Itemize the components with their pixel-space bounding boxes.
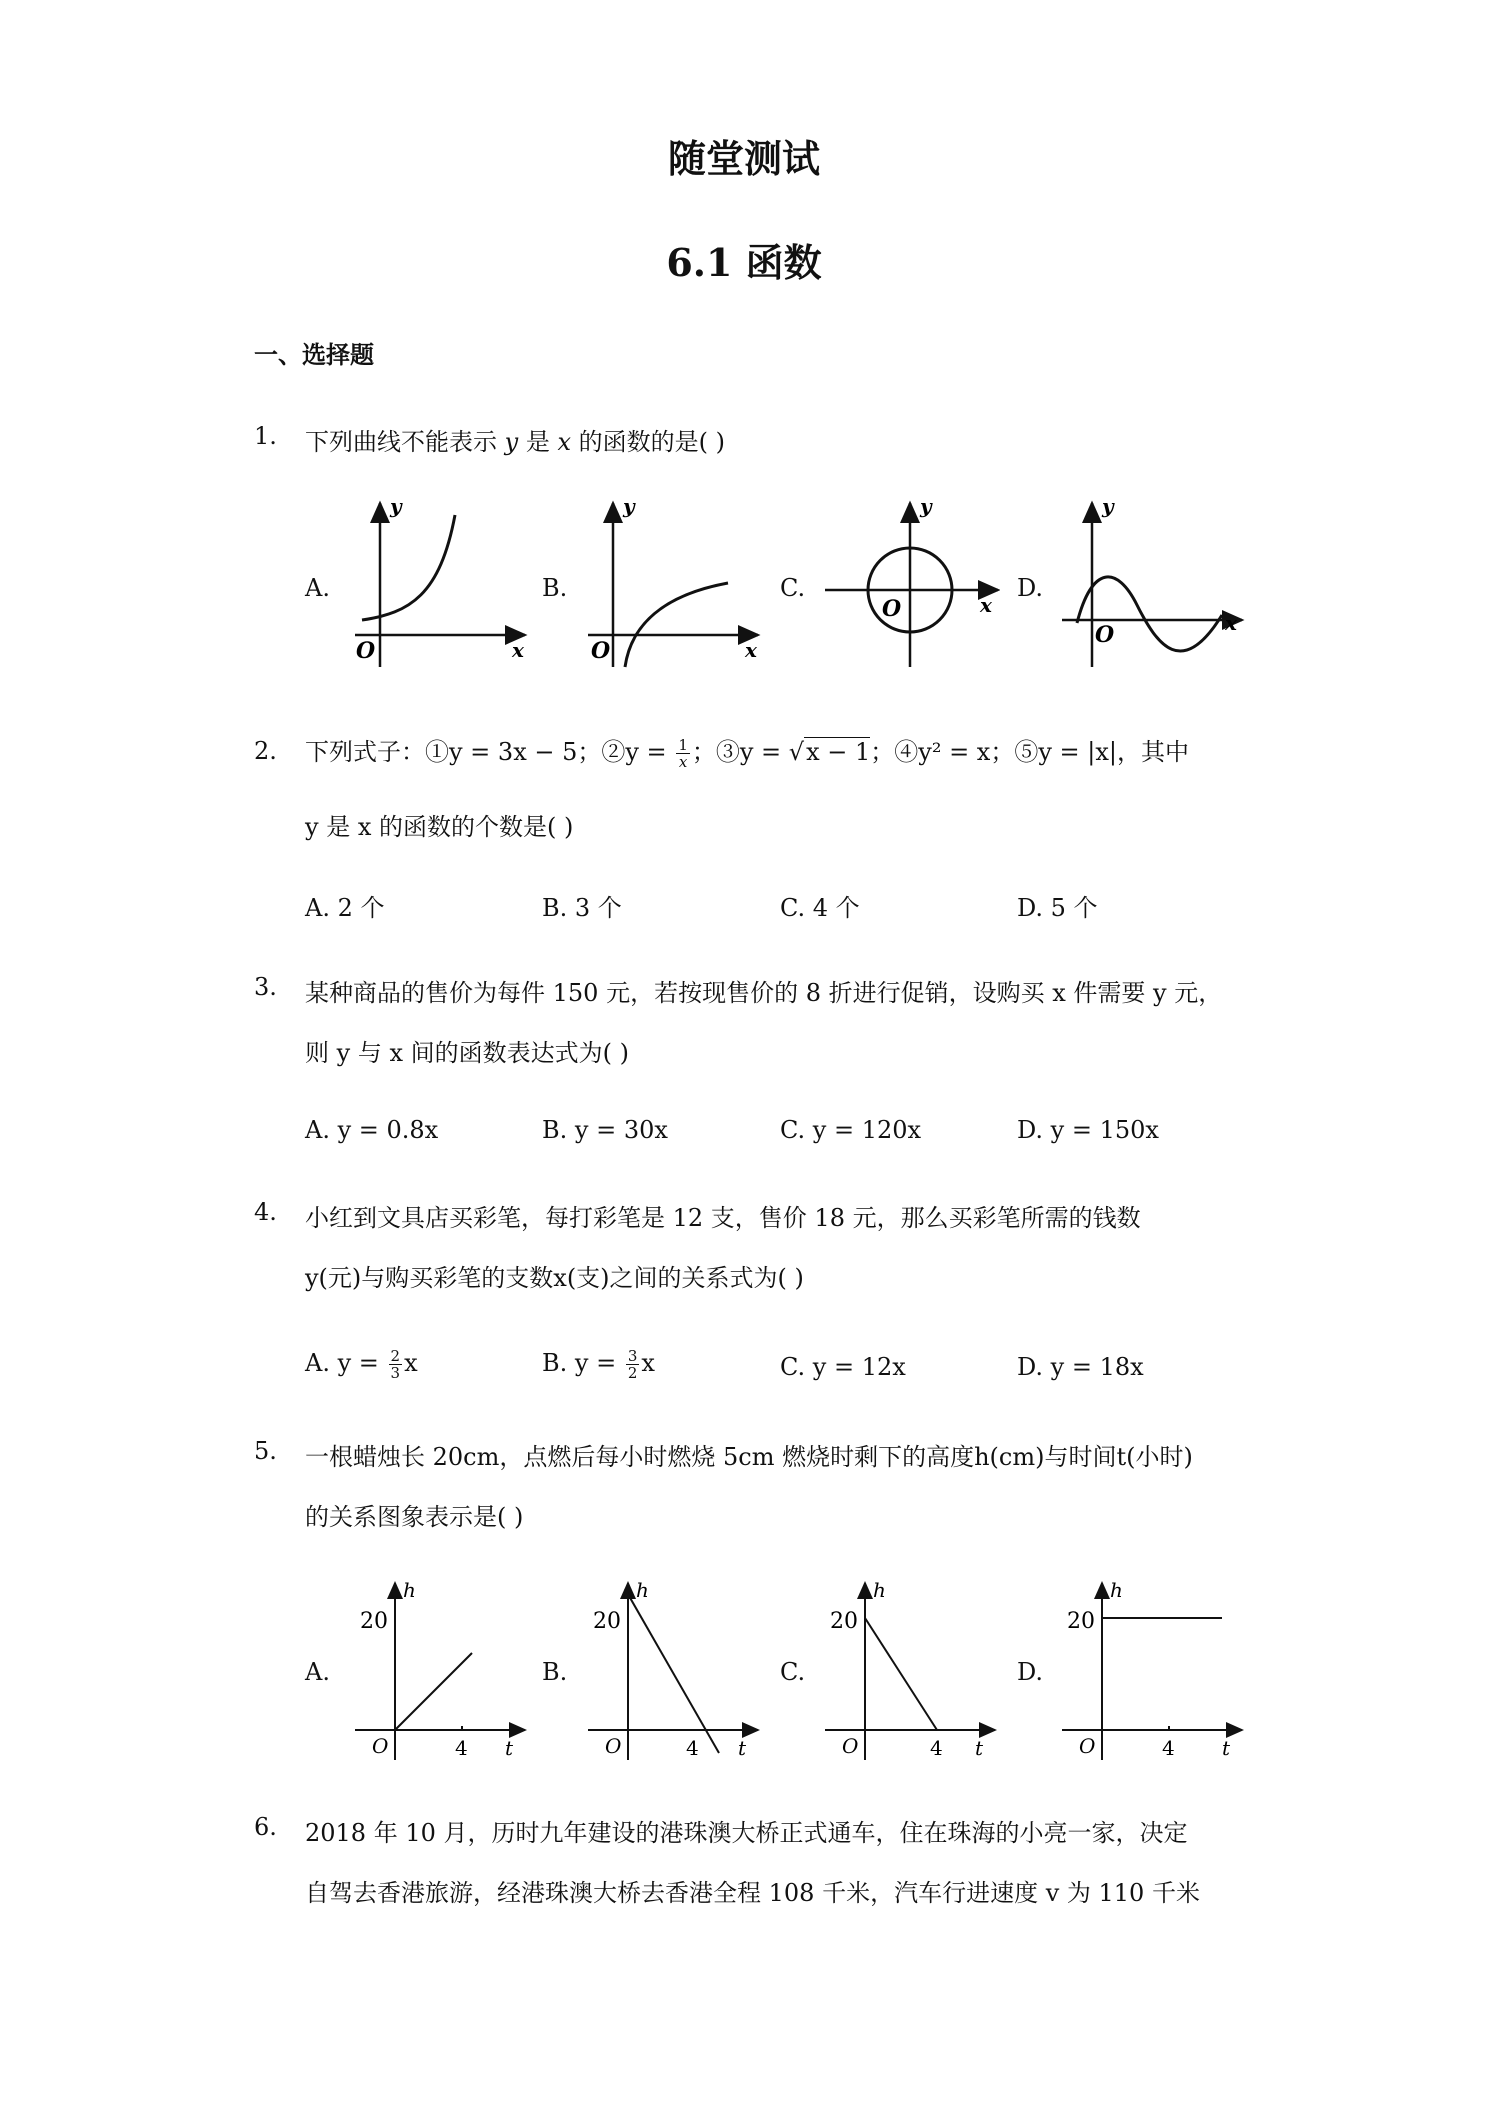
x-axis-label: x — [512, 638, 524, 662]
tick-label-20: 20 — [1067, 1609, 1095, 1634]
q2-line2: y 是 x 的函数的个数是( ) — [305, 813, 574, 841]
q1-option-c-label[interactable]: C. — [780, 574, 806, 602]
q5-option-a-label[interactable]: A. — [305, 1658, 330, 1686]
line-graph — [865, 1618, 937, 1730]
q2-option-a[interactable]: A. 2 个 — [305, 894, 385, 922]
q3-number: 3. — [254, 973, 277, 1001]
h-axis-label: h — [636, 1578, 649, 1602]
origin-label: O — [1079, 1734, 1096, 1758]
y-axis-label: y — [1102, 495, 1114, 518]
page-title: 随堂测试 — [667, 136, 820, 181]
q5-graph-b — [583, 1575, 763, 1765]
x-axis-label: x — [980, 593, 992, 617]
q2-number: 2. — [254, 737, 277, 765]
q2-fraction: $\frac{1}{x}$ — [678, 736, 688, 771]
tick-label-20: 20 — [593, 1609, 621, 1634]
q6-number: 6. — [254, 1813, 277, 1841]
y-axis-label: y — [390, 495, 402, 518]
q2-option-d[interactable]: D. 5 个 — [1017, 894, 1098, 922]
q1-graph-a — [350, 495, 530, 675]
q2-line1: 下列式子：①y = 3x − 5；②y = $\frac{1}{x}$ ；③y = √x − 1；④y² = x；⑤y = |x|，其中 — [305, 736, 1189, 771]
origin-label: O — [372, 1734, 389, 1758]
t-axis-label: t — [505, 1736, 514, 1760]
q4-option-c[interactable]: C. y = 12x — [780, 1353, 906, 1381]
q5-line2: 的关系图象表示是( ) — [305, 1503, 524, 1531]
q6-line2: 自驾去香港旅游，经港珠澳大桥去香港全程 108 千米，汽车行进速度 v 为 110 千米 — [305, 1879, 1200, 1907]
page-subtitle: 6.1 函数 — [666, 240, 822, 285]
q5-option-d-label[interactable]: D. — [1017, 1658, 1044, 1686]
t-axis-label: t — [1222, 1736, 1231, 1760]
x-axis-label: x — [745, 638, 757, 662]
t-axis-label: t — [738, 1736, 747, 1760]
q3-line1: 某种商品的售价为每件 150 元，若按现售价的 8 折进行促销，设购买 x 件需要 y 元， — [305, 979, 1223, 1007]
y-axis-label: y — [920, 495, 932, 518]
h-axis-label: h — [1110, 1578, 1123, 1602]
h-axis-label: h — [403, 1578, 416, 1602]
q5-graph-a — [350, 1575, 530, 1765]
q1-graph-b — [583, 495, 763, 675]
q1-text: 下列曲线不能表示 y 是 x 的函数的是( ) — [305, 428, 725, 456]
q1-graph-c — [820, 495, 1000, 675]
q5-graph-c — [820, 1575, 1000, 1765]
curve — [625, 583, 728, 667]
section-heading: 一、选择题 — [254, 341, 374, 369]
q3-option-d[interactable]: D. y = 150x — [1017, 1116, 1159, 1144]
curve — [362, 515, 455, 620]
h-axis-label: h — [873, 1578, 886, 1602]
q3-option-c[interactable]: C. y = 120x — [780, 1116, 922, 1144]
origin-label: O — [591, 638, 611, 664]
q4-line2: y(元)与购买彩笔的支数x(支)之间的关系式为( ) — [305, 1264, 804, 1292]
tick-label-4: 4 — [930, 1736, 943, 1760]
q5-graph-d — [1057, 1575, 1247, 1765]
tick-label-4: 4 — [455, 1736, 468, 1760]
origin-label: O — [842, 1734, 859, 1758]
origin-label: O — [605, 1734, 622, 1758]
q1-option-b-label[interactable]: B. — [542, 574, 568, 602]
q3-option-b[interactable]: B. y = 30x — [542, 1116, 668, 1144]
q5-line1: 一根蜡烛长 20cm，点燃后每小时燃烧 5cm 燃烧时剩下的高度h(cm)与时间t(小时) — [305, 1443, 1193, 1471]
tick-label-4: 4 — [686, 1736, 699, 1760]
q3-line2: 则 y 与 x 间的函数表达式为( ) — [305, 1039, 629, 1067]
q1-number: 1. — [254, 422, 277, 450]
origin-label: O — [1095, 622, 1115, 648]
line-graph — [395, 1653, 472, 1730]
q4-number: 4. — [254, 1198, 277, 1226]
q1-graph-d — [1057, 495, 1247, 675]
line-graph — [625, 1589, 719, 1753]
tick-label-20: 20 — [360, 1609, 388, 1634]
q4-option-d[interactable]: D. y = 18x — [1017, 1353, 1144, 1381]
q5-number: 5. — [254, 1437, 277, 1465]
q4-line1: 小红到文具店买彩笔，每打彩笔是 12 支，售价 18 元，那么买彩笔所需的钱数 — [305, 1204, 1141, 1232]
t-axis-label: t — [975, 1736, 984, 1760]
y-axis-label: y — [623, 495, 635, 518]
q3-option-a[interactable]: A. y = 0.8x — [305, 1116, 439, 1144]
q4-option-a[interactable]: A. y = $\frac{2}{3}$ x — [305, 1347, 418, 1382]
q6-line1: 2018 年 10 月，历时九年建设的港珠澳大桥正式通车，住在珠海的小亮一家，决定 — [305, 1819, 1188, 1847]
q2-option-c[interactable]: C. 4 个 — [780, 894, 860, 922]
q4-option-b[interactable]: B. y = $\frac{3}{2}$ x — [542, 1347, 655, 1382]
origin-label: O — [356, 638, 376, 664]
tick-label-4: 4 — [1162, 1736, 1175, 1760]
q5-option-b-label[interactable]: B. — [542, 1658, 568, 1686]
q1-option-a-label[interactable]: A. — [305, 574, 330, 602]
q5-option-c-label[interactable]: C. — [780, 1658, 806, 1686]
tick-label-20: 20 — [830, 1609, 858, 1634]
origin-label: O — [882, 596, 902, 622]
x-axis-label: x — [1225, 611, 1237, 635]
q2-option-b[interactable]: B. 3 个 — [542, 894, 622, 922]
q1-option-d-label[interactable]: D. — [1017, 574, 1044, 602]
